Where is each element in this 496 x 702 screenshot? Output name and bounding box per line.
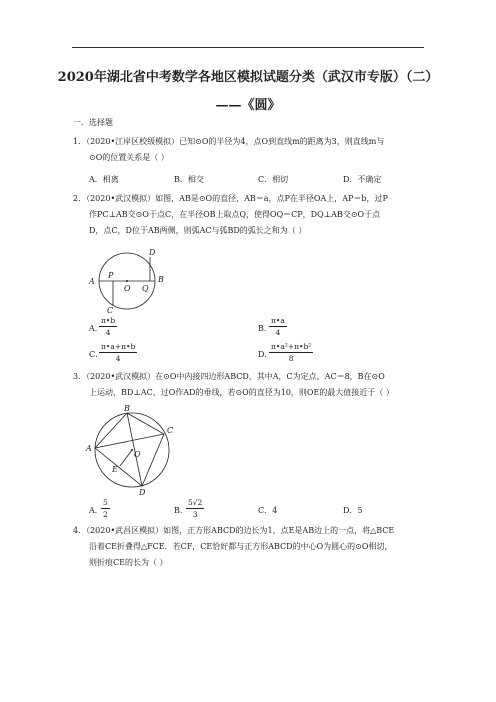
q2-option-b-numerator: π•a (271, 316, 285, 325)
q3-label-d: D (139, 488, 146, 497)
q2-label-a: A (89, 277, 95, 286)
q1-option-b: B．相交 (174, 175, 204, 184)
q3-option-b-label: B． (174, 506, 188, 515)
q2-option-c-label: C． (89, 350, 104, 359)
q4-line-2: 沿着CE折叠得△FCE．若CF，CE恰好都与正方形ABCD的中心O为圆心的⊙O相切， (89, 542, 393, 551)
q2-option-d-fraction (269, 341, 313, 364)
q1-option-d: D．不确定 (343, 175, 382, 184)
q1-option-a: A．相离 (89, 175, 119, 184)
page-title: 2020年湖北省中考数学各地区模拟试题分类（武汉市专版）（二） (57, 70, 439, 85)
q3-option-b-fraction (186, 497, 204, 520)
q2-line-3: D，点C，D位于AB两侧，则弧AC与弧BD的弧长之和为（ ） (89, 226, 307, 235)
q3-option-a-numerator: 5 (103, 498, 108, 507)
q2-option-b-label: B． (258, 324, 272, 333)
q2-circle-figure (80, 244, 190, 314)
q2-option-c-numerator: π•a+π•b (101, 342, 136, 351)
q3-option-c: C．4 (258, 506, 278, 515)
q1-line-2: ⊙O的位置关系是（ ） (89, 153, 169, 162)
q2-label-d: D (149, 248, 156, 257)
q2-label-p: P (108, 271, 114, 280)
q2-option-c-fraction (99, 341, 137, 364)
q2-label-q: Q (142, 284, 149, 293)
q3-option-b-denominator: 3 (192, 510, 198, 519)
q3-label-a: A (86, 444, 92, 453)
q1-line-1: 1．（2020•江岸区校级模拟）已知⊙O的半径为4，点O到直线m的距离为3，则直线m与 (73, 137, 385, 146)
q2-label-o: O (124, 284, 131, 293)
q2-label-b: B (158, 275, 164, 284)
section-heading: 一．选择题 (73, 118, 113, 127)
q2-option-a-denominator: 4 (105, 328, 111, 337)
q2-line-1: 2．（2020•武汉模拟）如图，AB是⊙O的直径，AB＝a，点P在半径OA上，AP＝b，过P (73, 194, 388, 203)
q3-line-1: 3．（2020•武汉模拟）在⊙O中内接四边形ABCD，其中A，C为定点，AC＝8，B在⊙O (73, 372, 385, 381)
q3-label-o: O (134, 450, 141, 459)
q2-line-2: 作PC⊥AB交⊙O于点C，在半径OB上取点Q，使得OQ＝CP，DQ⊥AB交⊙O于点 (89, 210, 381, 219)
q4-line-1: 4．（2020•武昌区模拟）如图，正方形ABCD的边长为1，点E是AB边上的一点，将△BCE (73, 526, 395, 535)
q2-option-b-fraction (269, 315, 287, 338)
q3-option-b-numerator: 5√2 (188, 498, 203, 507)
q2-option-a-label: A． (89, 324, 103, 333)
q3-label-b: B (124, 404, 130, 413)
q3-option-a-denominator: 2 (103, 510, 108, 519)
q3-circle-figure (84, 402, 184, 498)
page-subtitle: ——《圆》 (215, 98, 281, 113)
q3-label-c: C (167, 426, 174, 435)
q3-line-2: 上运动，BD⊥AC，过O作AD的垂线，若⊙O的直径为10，则OE的最大值接近于（ ） (89, 388, 394, 397)
q2-option-d-denominator: 8 (288, 354, 294, 363)
q2-label-c: C (107, 306, 114, 314)
q1-option-c: C．相切 (258, 175, 289, 184)
q2-option-b-denominator: 4 (275, 328, 281, 337)
q2-option-d-label: D． (258, 350, 273, 359)
q2-option-a-fraction (99, 315, 117, 338)
q3-label-e: E (112, 465, 118, 474)
q3-option-a-label: A． (89, 506, 103, 515)
q4-line-3: 则折痕CE的长为（ ） (89, 558, 168, 567)
q3-option-d: D．5 (343, 506, 363, 515)
q2-option-d-numerator: π•a²+π•b² (271, 342, 312, 351)
header-rule (72, 47, 424, 48)
q3-option-a-fraction (101, 497, 110, 520)
q2-option-a-numerator: π•b (101, 316, 116, 325)
q2-option-c-denominator: 4 (115, 354, 121, 363)
